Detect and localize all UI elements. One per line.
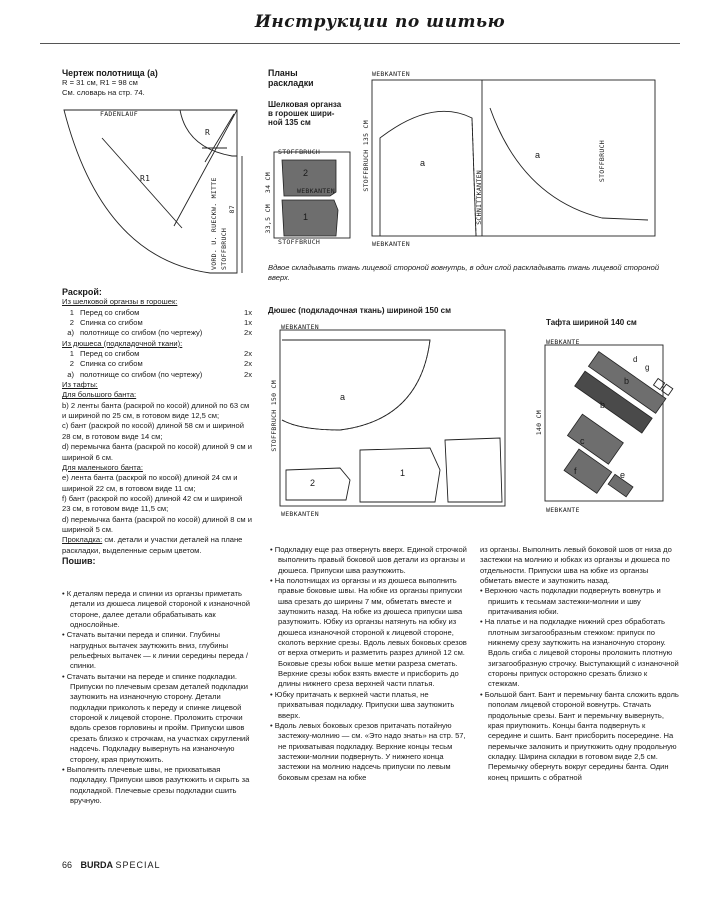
organza-small-layout (272, 150, 352, 240)
cutting-big-bow-heading: Для большого банта: (62, 390, 137, 400)
cutting-section (62, 287, 252, 566)
sewing-step: • Вдоль левых боковых срезов притачать потайную застежку-молнию — см. «Это надо знать» на стр. 57, не прихватывая подкладку. Верхние концы тесьм застежки-молнии подвернуть. У нижнего конца застежки на молнию надсечь припуски по левым боковым срезам на юбке (270, 720, 466, 782)
sewing-column-2 (270, 545, 472, 783)
organza-stoffbruch-right: STOFFBRUCH (598, 140, 606, 183)
cutting-title: Раскрой: (62, 287, 102, 297)
chart-a-r1-label: R1 (140, 174, 151, 183)
cutting-tafta-heading: Из тафты: (62, 380, 98, 390)
sewing-step: • Стачать вытачки переда и спинки. Глубины нагрудных вытачек заутюжить вниз, глубины рельефных вытачек — к линии середины переда /спинки. (62, 630, 248, 671)
cutting-item: 2 Спинка со сгибом 2x (69, 359, 252, 369)
organza-small-webkanten: WEBKANTEN (297, 187, 335, 195)
cutting-text: f) бант (раскрой по косой) длиной 42 см и шириной 23 см, в готовом виде 11,5 см; (62, 493, 243, 514)
cutting-dushes-heading: Из дюшеса (подкладочной ткани): (62, 338, 183, 348)
tafta-piece-d: d (633, 355, 638, 364)
sewing-step: • Верхнюю часть подкладки подвернуть вовнутрь и пришить к тесьмам застежки-молнии и шву притачивания юбки. (480, 586, 661, 617)
dushes-piece-2: 2 (310, 478, 316, 488)
chart-a-radius: R = 31 см, R1 = 98 см (62, 78, 138, 87)
chart-a-dimension-label: 87 (228, 205, 236, 214)
organza-small-stoffbruch-bottom: STOFFBRUCH (278, 238, 321, 246)
sewing-step: • Подкладку еще раз отвернуть вверх. Единой строчкой выполнить правый боковой шов детали из органзы и дюшеса. Припуски шва разутюжить. (270, 545, 467, 575)
sewing-step: • На платье и на подкладке нижний срез обработать плотным зигзагообразным стежком: припуск по нижнему срезу заутюжить на изнаночную сторону. Вдоль сгиба с лицевой стороны проложить плотную зигзагообразную строчку. Выступающий с изнаночной стороны припуск осторожно срезать близко к стежкам. (480, 617, 679, 689)
footer (62, 860, 161, 870)
chart-a-vord-label: VORD. U. RUECKW. MITTE (210, 177, 218, 270)
tafta-piece-f: f (574, 466, 577, 476)
organza-schnittkanten: SCHNITTKANTEN (475, 170, 483, 225)
chart-a-title: Чертеж полотнища (а) (62, 68, 158, 78)
tafta-webkante-top: WEBKANTE (546, 338, 580, 346)
cutting-organza-heading: Из шелковой органзы в горошек: (62, 297, 178, 307)
cutting-item: 1 Перед со сгибом 2x (69, 349, 252, 359)
header-divider (40, 43, 680, 44)
chart-a-reference: См. словарь на стр. 74. (62, 88, 145, 98)
dushes-piece-a: a (340, 392, 346, 402)
organza-webkanten-top: WEBKANTEN (372, 70, 410, 78)
plans-heading: Планы раскладки Шелковая органза в горошек шири- ной 135 см (268, 68, 358, 127)
piece-2-label: 2 (303, 168, 309, 178)
organza-large-layout (372, 78, 657, 238)
tafta-webkante-bottom: WEBKANTE (546, 506, 580, 514)
dushes-webkanten-bottom: WEBKANTEN (281, 510, 319, 518)
dushes-piece-1: 1 (400, 468, 406, 478)
chart-a-fadenlauf-label: FADENLAUF (100, 110, 138, 118)
sewing-step: • К деталям переда и спинки из органзы приметать детали из дюшеса лицевой стороной к изнаночной стороне, далее детали обрабатывать как однослойные. (62, 589, 250, 630)
page-title: Инструкции по шитью (254, 12, 506, 32)
page-number: 66 (62, 860, 73, 870)
brand-name: BURDA (80, 860, 114, 870)
sewing-step: • На полотнищах из органзы и из дюшеса выполнить правые боковые швы. На юбке из органзы припуски шва срезать до ширины 7 мм, обметать вместе и заутюжить назад. На юбке из дюшеса припуски шва разутюжить. Юбку из органзы натянуть на юбку из дюшеса изнаночной стороной к лицевой стороне, сколоть верхние срезы. Вдоль левых боковых срезов от верха отмерить и разметить разрез длиной 12 см. Боковые срезы юбок выше метки разреза сметать. Верхние срезы юбок взять вместе и присборить до длины нижнего среза верхней части платья. (270, 576, 467, 689)
organza-piece-a: a (535, 150, 541, 160)
sewing-step: • Большой бант. Бант и перемычку банта сложить вдоль пополам лицевой стороной вовнутрь. Стачать продольные срезы. Бант и перемычку вывернуть, края приутюжить. Концы банта подвернуть к середине и сшить. Бант присборить посередине. На перемычке заложить и приутюжить одну продольную складку. Ширина складки в готовом виде 2,5 см. Перемычку обернуть вокруг середины банта. Один конец пришить с обратной (480, 689, 679, 782)
cutting-item: а) полотнище со сгибом (по чертежу) 2x (67, 328, 252, 338)
tafta-title: Тафта шириной 140 см (546, 318, 637, 327)
piece-1-label: 1 (303, 212, 309, 222)
cutting-item: а) полотнище со сгибом (по чертежу) 2x (67, 369, 252, 379)
sewing-step: • Стачать вытачки на переде и спинке подкладки. Припуски по плечевым срезам деталей подкладки заутюжить на изнаночную сторону. Детали подкладки приколоть к переду и спинке лицевой стороной к лицевой стороне. Проложить строчки вдоль срезов горловины и пройм. Припуски швов срезать близко к строчкам, на участках скруглений надсечь. Подкладку вывернуть на изнаночную сторону, края приутюжить. (62, 671, 250, 764)
sewing-step: • Юбку притачать к верхней части платья, не прихватывая подкладку. Припуски шва заутюжить вверх. (270, 689, 455, 720)
tafta-piece-e: e (620, 470, 626, 480)
cutting-text: c) бант (раскрой по косой) длиной 58 см и шириной 28 см, в готовом виде 14 см; (62, 421, 244, 441)
chart-a-r-label: R (205, 128, 211, 137)
cutting-text: e) лента банта (раскрой по косой) длиной 24 см и шириной 22 см, в готовом виде 11 см; (62, 473, 238, 493)
organza-piece-a: a (420, 158, 426, 168)
sewing-step: • Выполнить плечевые швы, не прихватывая подкладку. Припуски швов разутюжить и скрыть за подкладкой. Плечевые срезы подкладки сшить вручную. (62, 764, 250, 805)
cutting-small-bow-heading: Для маленького банта: (62, 462, 143, 472)
cutting-text: d) перемычка банта (раскрой по косой) длиной 8 см и шириной 5 см. (62, 514, 252, 534)
cutting-text: d) перемычка банта (раскрой по косой) длиной 9 см и шириной 6 см. (62, 442, 252, 462)
brand-special: SPECIAL (115, 860, 161, 870)
organza-stoffbruch-135: STOFFBRUCH 135 CM (362, 120, 370, 192)
dushes-title: Дюшес (подкладочная ткань) шириной 150 см (268, 306, 451, 315)
organza-small-stoffbruch-top: STOFFBRUCH (278, 148, 321, 156)
dushes-webkanten-top: WEBKANTEN (281, 323, 319, 331)
dim-34: 34 CM (264, 172, 272, 194)
tafta-piece-b: b (600, 400, 606, 410)
tafta-piece-g: g (645, 363, 650, 372)
chart-a-caption (62, 68, 252, 99)
cutting-item: 1 Перед со сгибом 1x (69, 307, 252, 317)
tafta-piece-b: b (624, 376, 630, 386)
cutting-text: b) 2 ленты банта (раскрой по косой) длиной по 63 см и шириной по 25 см, в готовом виде 12,5 см; (62, 400, 250, 421)
dushes-stoffbruch-150: STOFFBRUCH 150 CM (270, 380, 278, 452)
cutting-item: 2 Спинка со сгибом 1x (69, 318, 252, 328)
sewing-title: Пошив: (62, 555, 96, 566)
sewing-column-1 (62, 589, 252, 806)
sewing-step: из органзы. Выполнить левый боковой шов от низа до застежки на молнию и юбках из органзы и дюшеса по отдельности. Припуски шва на юбке из органзы обметать вместе и заутюжить назад. (480, 545, 672, 586)
dim-33-5: 33,5 CM (264, 204, 272, 234)
tafta-dim-140: 140 CM (535, 410, 543, 436)
organza-webkanten-bottom: WEBKANTEN (372, 240, 410, 248)
tafta-piece-c: c (580, 436, 585, 446)
organza-fabric-label: Шелковая органза в горошек шири- ной 135 см (268, 100, 342, 127)
interfacing-note: Прокладка: см. детали и участки деталей на плане раскладки, выделенные серым цветом. (62, 535, 243, 555)
sewing-column-3 (480, 545, 680, 783)
layout-caption: Вдвое складывать ткань лицевой стороной вовнутрь, в один слой раскладывать ткань лицевой стороной вверх. (268, 263, 660, 282)
chart-a-stoffbruch-label: STOFFBRUCH (220, 227, 228, 270)
